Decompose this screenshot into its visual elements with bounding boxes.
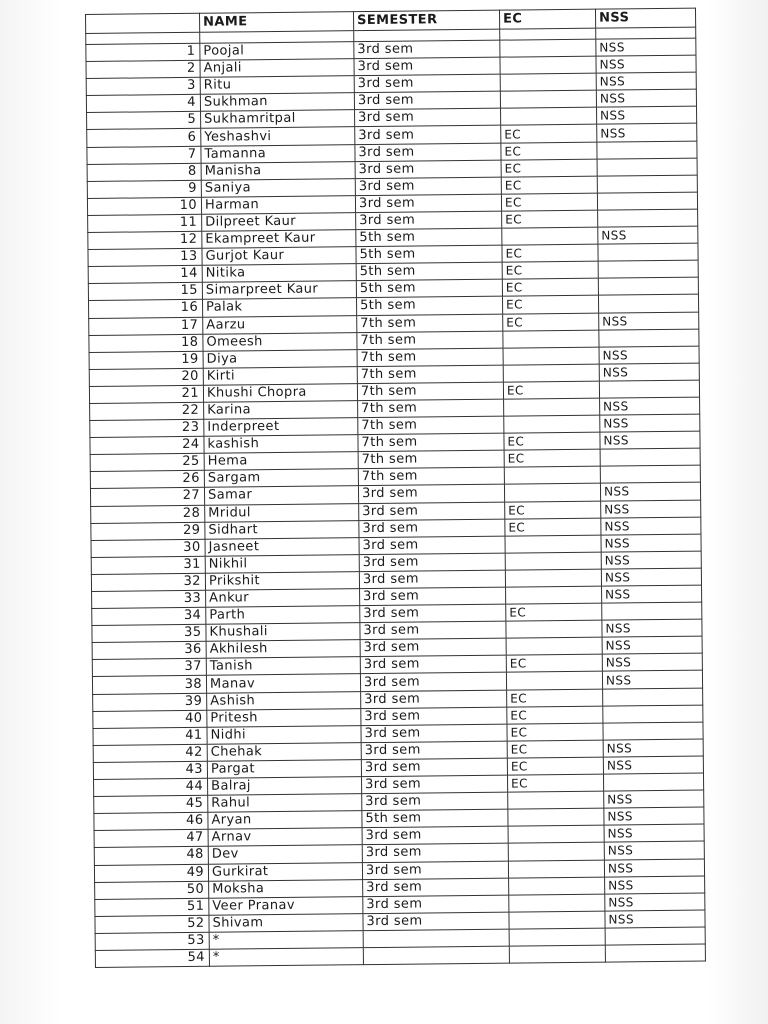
semester-cell: 3rd sem <box>360 621 506 640</box>
student-name: Manisha <box>201 161 355 180</box>
student-name: Khushi Chopra <box>203 384 357 403</box>
ec-cell <box>509 945 605 963</box>
row-number: 42 <box>93 744 207 762</box>
nss-cell <box>597 192 697 210</box>
ec-cell <box>503 347 599 365</box>
row-number: 34 <box>92 607 206 625</box>
nss-cell: NSS <box>600 483 700 501</box>
nss-cell: NSS <box>602 636 702 654</box>
ec-cell: EC <box>502 278 598 296</box>
semester-cell: 3rd sem <box>354 40 500 59</box>
ec-cell: EC <box>507 723 603 741</box>
ec-cell: EC <box>507 689 603 707</box>
semester-cell: 3rd sem <box>359 519 505 538</box>
nss-cell: NSS <box>601 568 701 586</box>
ec-cell <box>501 108 597 126</box>
semester-cell: 3rd sem <box>361 741 507 760</box>
nss-cell: NSS <box>605 876 705 894</box>
row-number: 1 <box>86 43 200 61</box>
ec-cell <box>505 535 601 553</box>
semester-cell: 3rd sem <box>359 570 505 589</box>
ec-cell: EC <box>502 210 598 228</box>
row-number: 33 <box>92 590 206 608</box>
student-name: Moksha <box>209 879 363 898</box>
row-number: 20 <box>89 368 203 386</box>
nss-cell: NSS <box>596 89 696 107</box>
student-name: Rahul <box>208 794 362 813</box>
nss-cell <box>598 209 698 227</box>
nss-cell: NSS <box>601 517 701 535</box>
nss-cell <box>599 380 699 398</box>
row-number: 18 <box>89 334 203 352</box>
ec-cell <box>505 569 601 587</box>
nss-cell: NSS <box>601 551 701 569</box>
ec-cell <box>503 364 599 382</box>
ec-cell <box>509 928 605 946</box>
student-name: Sidhart <box>205 520 359 539</box>
student-name: Pritesh <box>207 708 361 727</box>
student-name: Sukhamritpal <box>201 110 355 129</box>
student-name: Veer Pranav <box>209 896 363 915</box>
student-name: Pargat <box>207 760 361 779</box>
semester-cell: 3rd sem <box>360 604 506 623</box>
semester-cell: 3rd sem <box>362 861 508 880</box>
student-name: Omeesh <box>203 332 357 351</box>
student-name: Gurjot Kaur <box>202 247 356 266</box>
nss-cell: NSS <box>603 756 703 774</box>
nss-cell <box>598 260 698 278</box>
semester-cell: 7th sem <box>358 433 504 452</box>
nss-cell: NSS <box>604 859 704 877</box>
student-name: Sargam <box>204 469 358 488</box>
student-name: Palak <box>202 298 356 317</box>
semester-cell: 3rd sem <box>361 758 507 777</box>
ec-cell <box>508 808 604 826</box>
ec-cell: EC <box>506 603 602 621</box>
semester-cell: 3rd sem <box>363 895 509 914</box>
semester-cell: 3rd sem <box>355 177 501 196</box>
ec-cell: EC <box>501 159 597 177</box>
student-name: Nitika <box>202 264 356 283</box>
nss-cell <box>598 277 698 295</box>
row-number: 2 <box>86 60 200 78</box>
semester-cell: 7th sem <box>357 348 503 367</box>
row-number: 9 <box>87 180 201 198</box>
ec-cell: EC <box>505 518 601 536</box>
student-name: * <box>209 931 363 950</box>
student-name: Khushali <box>206 623 360 642</box>
semester-cell: 3rd sem <box>354 57 500 76</box>
nss-cell: NSS <box>600 414 700 432</box>
student-name: Hema <box>204 452 358 471</box>
ec-cell <box>500 73 596 91</box>
nss-cell <box>599 329 699 347</box>
header-name: NAME <box>199 12 353 33</box>
semester-cell: 7th sem <box>358 399 504 418</box>
row-number: 40 <box>93 710 207 728</box>
table-body <box>86 38 706 967</box>
header-sno <box>86 13 200 33</box>
ec-cell <box>506 672 602 690</box>
row-number: 16 <box>89 300 203 318</box>
student-name: Tamanna <box>201 144 355 163</box>
ec-cell <box>506 620 602 638</box>
nss-cell: NSS <box>596 38 696 56</box>
header-semester: SEMESTER <box>353 10 499 31</box>
nss-cell <box>598 243 698 261</box>
row-number: 27 <box>90 488 204 506</box>
semester-cell: 3rd sem <box>359 553 505 572</box>
header-nss: NSS <box>595 8 695 28</box>
row-number: 24 <box>90 436 204 454</box>
student-name: Parth <box>206 606 360 625</box>
nss-cell: NSS <box>599 312 699 330</box>
nss-cell: NSS <box>605 910 705 928</box>
semester-cell: 5th sem <box>362 809 508 828</box>
semester-cell: 3rd sem <box>355 194 501 213</box>
student-name: Saniya <box>201 178 355 197</box>
semester-cell: 3rd sem <box>360 587 506 606</box>
ec-cell: EC <box>504 449 600 467</box>
nss-cell <box>598 294 698 312</box>
nss-cell: NSS <box>597 124 697 142</box>
ec-cell: EC <box>502 261 598 279</box>
nss-cell: NSS <box>599 363 699 381</box>
row-number: 22 <box>90 402 204 420</box>
ec-cell: EC <box>507 774 603 792</box>
row-number: 8 <box>87 163 201 181</box>
semester-cell: 5th sem <box>356 262 502 281</box>
semester-cell: 3rd sem <box>360 638 506 657</box>
row-number: 15 <box>88 283 202 301</box>
semester-cell: 3rd sem <box>360 655 506 674</box>
row-number: 10 <box>87 197 201 215</box>
nss-cell: NSS <box>604 841 704 859</box>
semester-cell: 3rd sem <box>361 707 507 726</box>
nss-cell: NSS <box>600 431 700 449</box>
ec-cell <box>509 877 605 895</box>
row-number: 17 <box>89 317 203 335</box>
student-name: Gurkirat <box>208 862 362 881</box>
row-number: 6 <box>87 129 201 147</box>
nss-cell: NSS <box>596 72 696 90</box>
nss-cell <box>603 705 703 723</box>
ec-cell: EC <box>503 381 599 399</box>
row-number: 13 <box>88 248 202 266</box>
ec-cell: EC <box>506 654 602 672</box>
semester-cell: 5th sem <box>356 228 502 247</box>
semester-cell: 7th sem <box>357 331 503 350</box>
nss-cell: NSS <box>601 500 701 518</box>
row-number: 14 <box>88 266 202 284</box>
row-number: 45 <box>94 795 208 813</box>
nss-cell: NSS <box>596 55 696 73</box>
semester-cell: 3rd sem <box>361 690 507 709</box>
ec-cell <box>508 860 604 878</box>
student-name: Nikhil <box>205 554 359 573</box>
row-number: 4 <box>86 95 200 113</box>
student-list-sheet <box>85 8 706 1024</box>
ec-cell: EC <box>501 142 597 160</box>
ec-cell <box>508 791 604 809</box>
ec-cell: EC <box>507 757 603 775</box>
semester-cell: 3rd sem <box>355 160 501 179</box>
ec-cell: EC <box>501 176 597 194</box>
ec-cell <box>504 398 600 416</box>
ec-cell <box>502 227 598 245</box>
ec-cell <box>500 56 596 74</box>
row-number: 11 <box>88 214 202 232</box>
row-number: 31 <box>91 556 205 574</box>
student-name: Nidhi <box>207 725 361 744</box>
student-name: Anjali <box>200 59 354 78</box>
student-name: Dev <box>208 845 362 864</box>
ec-cell: EC <box>501 193 597 211</box>
nss-cell: NSS <box>604 807 704 825</box>
ec-cell: EC <box>502 244 598 262</box>
student-name: Kirti <box>203 366 357 385</box>
nss-cell <box>605 944 705 962</box>
student-name: Ritu <box>200 76 354 95</box>
semester-cell: 3rd sem <box>363 912 509 931</box>
semester-cell: 3rd sem <box>355 109 501 128</box>
nss-cell: NSS <box>600 397 700 415</box>
row-number: 25 <box>90 454 204 472</box>
row-number: 46 <box>94 812 208 830</box>
row-number: 3 <box>86 77 200 95</box>
semester-cell: 5th sem <box>356 279 502 298</box>
nss-cell: NSS <box>597 106 697 124</box>
student-name: Shivam <box>209 913 363 932</box>
student-name: Inderpreet <box>204 418 358 437</box>
ec-cell: EC <box>502 296 598 314</box>
student-name: kashish <box>204 435 358 454</box>
row-number: 51 <box>95 898 209 916</box>
ec-cell <box>504 466 600 484</box>
student-name: Tanish <box>206 657 360 676</box>
semester-cell: 3rd sem <box>361 724 507 743</box>
nss-cell <box>597 175 697 193</box>
nss-cell <box>605 927 705 945</box>
ec-cell <box>509 894 605 912</box>
row-number: 30 <box>91 539 205 557</box>
ec-cell <box>506 586 602 604</box>
semester-cell <box>363 929 509 948</box>
ec-cell: EC <box>507 706 603 724</box>
student-name: Yeshashvi <box>201 127 355 146</box>
row-number: 44 <box>94 778 208 796</box>
row-number: 54 <box>95 949 209 967</box>
semester-cell: 5th sem <box>356 297 502 316</box>
row-number: 41 <box>93 727 207 745</box>
nss-cell: NSS <box>605 893 705 911</box>
nss-cell: NSS <box>602 653 702 671</box>
ec-cell: EC <box>505 501 601 519</box>
student-name: Aarzu <box>203 315 357 334</box>
row-number: 19 <box>89 351 203 369</box>
semester-cell: 3rd sem <box>355 126 501 145</box>
nss-cell: NSS <box>602 671 702 689</box>
student-name: Sukhman <box>200 93 354 112</box>
ec-cell <box>500 39 596 57</box>
nss-cell: NSS <box>598 226 698 244</box>
nss-cell: NSS <box>599 346 699 364</box>
semester-cell: 7th sem <box>357 314 503 333</box>
nss-cell <box>602 602 702 620</box>
ec-cell <box>509 911 605 929</box>
semester-cell: 3rd sem <box>356 211 502 230</box>
student-name: Arnav <box>208 828 362 847</box>
row-number: 39 <box>93 693 207 711</box>
semester-cell: 3rd sem <box>354 91 500 110</box>
row-number: 26 <box>90 471 204 489</box>
row-number: 35 <box>92 624 206 642</box>
row-number: 7 <box>87 146 201 164</box>
semester-cell: 3rd sem <box>360 673 506 692</box>
semester-cell: 7th sem <box>358 416 504 435</box>
semester-cell <box>363 946 509 965</box>
semester-cell: 3rd sem <box>355 143 501 162</box>
row-number: 50 <box>95 881 209 899</box>
row-number: 21 <box>89 385 203 403</box>
row-number: 52 <box>95 915 209 933</box>
row-number: 37 <box>92 659 206 677</box>
student-name: Poojal <box>200 42 354 61</box>
row-number: 32 <box>91 573 205 591</box>
ec-cell: EC <box>501 125 597 143</box>
student-name: Manav <box>206 674 360 693</box>
semester-cell: 3rd sem <box>359 536 505 555</box>
nss-cell <box>600 448 700 466</box>
nss-cell <box>603 688 703 706</box>
row-number: 38 <box>92 676 206 694</box>
student-name: Akhilesh <box>206 640 360 659</box>
student-name: Ankur <box>206 589 360 608</box>
nss-cell: NSS <box>604 824 704 842</box>
student-table <box>85 8 706 968</box>
ec-cell <box>508 843 604 861</box>
ec-cell <box>508 825 604 843</box>
nss-cell: NSS <box>603 739 703 757</box>
row-number: 47 <box>94 830 208 848</box>
row-number: 5 <box>87 112 201 130</box>
ec-cell <box>504 484 600 502</box>
student-name: Prikshit <box>205 572 359 591</box>
student-name: Chehak <box>207 742 361 761</box>
student-name: Karina <box>204 401 358 420</box>
ec-cell: EC <box>503 313 599 331</box>
row-number: 23 <box>90 419 204 437</box>
ec-cell: EC <box>504 432 600 450</box>
ec-cell <box>503 330 599 348</box>
semester-cell: 3rd sem <box>359 502 505 521</box>
nss-cell <box>603 722 703 740</box>
semester-cell: 7th sem <box>358 467 504 486</box>
row-number: 43 <box>93 761 207 779</box>
nss-cell <box>597 141 697 159</box>
nss-cell: NSS <box>602 585 702 603</box>
semester-cell: 5th sem <box>356 245 502 264</box>
student-name: Harman <box>201 196 355 215</box>
row-number: 49 <box>94 864 208 882</box>
ec-cell: EC <box>507 740 603 758</box>
student-name: Jasneet <box>205 537 359 556</box>
student-name: * <box>209 948 363 967</box>
ec-cell <box>500 90 596 108</box>
student-name: Simarpreet Kaur <box>202 281 356 300</box>
row-number: 36 <box>92 642 206 660</box>
semester-cell: 3rd sem <box>354 74 500 93</box>
nss-cell <box>600 465 700 483</box>
student-name: Balraj <box>208 777 362 796</box>
row-number: 28 <box>91 505 205 523</box>
nss-cell: NSS <box>602 619 702 637</box>
student-name: Ashish <box>207 691 361 710</box>
nss-cell: NSS <box>604 790 704 808</box>
student-name: Ekampreet Kaur <box>202 230 356 249</box>
semester-cell: 3rd sem <box>362 792 508 811</box>
row-number: 48 <box>94 847 208 865</box>
semester-cell: 7th sem <box>357 365 503 384</box>
student-name: Mridul <box>205 503 359 522</box>
semester-cell: 3rd sem <box>363 878 509 897</box>
semester-cell: 7th sem <box>357 382 503 401</box>
semester-cell: 3rd sem <box>362 775 508 794</box>
semester-cell: 7th sem <box>358 450 504 469</box>
row-number: 53 <box>95 932 209 950</box>
student-name: Aryan <box>208 811 362 830</box>
nss-cell: NSS <box>601 534 701 552</box>
student-name: Samar <box>204 486 358 505</box>
nss-cell <box>603 773 703 791</box>
nss-cell <box>597 158 697 176</box>
semester-cell: 3rd sem <box>362 844 508 863</box>
header-ec: EC <box>499 9 595 29</box>
semester-cell: 3rd sem <box>358 485 504 504</box>
semester-cell: 3rd sem <box>362 826 508 845</box>
row-number: 29 <box>91 522 205 540</box>
ec-cell <box>505 552 601 570</box>
ec-cell <box>504 415 600 433</box>
ec-cell <box>506 637 602 655</box>
student-name: Diya <box>203 349 357 368</box>
student-name: Dilpreet Kaur <box>202 213 356 232</box>
row-number: 12 <box>88 231 202 249</box>
